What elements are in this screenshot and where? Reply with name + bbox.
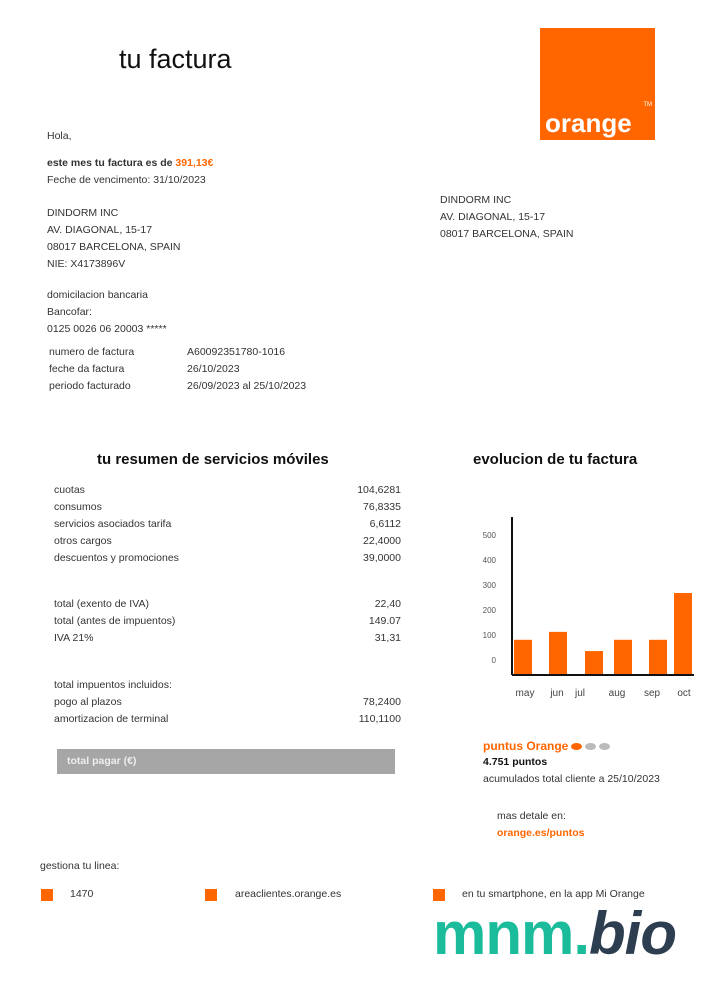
y-tick-label: 200: [482, 606, 496, 615]
manage-heading: gestiona tu linea:: [40, 860, 120, 872]
page-title: tu factura: [119, 44, 232, 74]
bar-aug: [614, 640, 632, 674]
more-details: mas detale en:: [497, 810, 566, 822]
summary-row: otros cargos 22,4000: [54, 535, 401, 547]
customer-address: DINDORM INC AV. DIAGONAL, 15-17 08017 BARCELONA, SPAIN NIE: X4173896V: [47, 207, 181, 270]
total-pay-bar: total pagar (€): [57, 749, 395, 774]
y-tick-label: 0: [491, 656, 496, 665]
summary-row: consumos 76,8335: [54, 501, 401, 513]
bar-may: [514, 640, 532, 674]
manage-app: en tu smartphone, en la app Mi Orange: [462, 888, 645, 900]
watermark: mnm.bio: [433, 900, 677, 967]
x-tick-label: oct: [677, 688, 691, 699]
summary-row: servicios asociados tarifa 6,6112: [54, 518, 401, 530]
y-tick-label: 100: [482, 631, 496, 640]
points-title: puntus Orange: [483, 739, 610, 753]
x-tick-label: jun: [550, 688, 564, 699]
bar-oct: [674, 593, 692, 674]
total-row: total (antes de impuentos) 149.07: [54, 615, 401, 627]
total-row: IVA 21% 31,31: [54, 632, 401, 644]
summary-row: cuotas 104,6281: [54, 484, 401, 496]
dot-icon: [599, 743, 610, 750]
x-tick-label: aug: [608, 688, 626, 699]
y-tick-label: 400: [482, 556, 496, 565]
manage-phone[interactable]: 1470: [70, 888, 94, 900]
points-link[interactable]: orange.es/puntos: [497, 827, 585, 839]
included-heading: total impuentos incluidos:: [54, 679, 172, 691]
included-row: pogo al plazos 78,2400: [54, 696, 401, 708]
x-tick-label: jul: [574, 688, 586, 699]
greeting: Hola,: [47, 130, 72, 142]
orange-logo: orange TM: [540, 28, 655, 140]
bank-info: domicilacion bancaria Bancofar: 0125 0026 06 20003 *****: [47, 289, 167, 335]
invoice-amount: 391,13€: [175, 157, 214, 169]
shipping-address: DINDORM INC AV. DIAGONAL, 15-17 08017 BARCELONA, SPAIN: [440, 194, 574, 240]
x-tick-label: may: [515, 688, 535, 699]
total-row: total (exento de IVA) 22,40: [54, 598, 401, 610]
summary-heading: tu resumen de servicios móviles: [97, 451, 329, 468]
points-desc: acumulados total cliente a 25/10/2023: [483, 773, 660, 785]
square-bullet-icon: [205, 889, 217, 901]
included-row: amortizacion de terminal 110,1100: [54, 713, 401, 725]
due-date: Feche de vencimento: 31/10/2023: [47, 174, 206, 186]
amount-line: este mes tu factura es de 391,13€: [47, 157, 214, 169]
bill-evolution-chart: [470, 510, 710, 710]
manage-web[interactable]: areaclientes.orange.es: [235, 888, 342, 900]
y-tick-label: 300: [482, 581, 496, 590]
x-tick-label: sep: [643, 688, 661, 699]
bar-jun: [549, 632, 567, 674]
bar-jul: [585, 651, 603, 674]
chart-title: evolucion de tu factura: [473, 451, 638, 468]
invoice-info: numero de factura A60092351780-1016 feche da factura 26/10/2023 periodo facturado 26/09/2023 al 25/10/2023: [49, 346, 307, 392]
summary-row: descuentos y promociones 39,0000: [54, 552, 401, 564]
points-count: 4.751 puntos: [483, 756, 548, 768]
dot-icon: [585, 743, 596, 750]
square-bullet-icon: [41, 889, 53, 901]
dot-icon: [571, 743, 582, 750]
y-tick-label: 500: [482, 531, 496, 540]
bar-sep: [649, 640, 667, 674]
